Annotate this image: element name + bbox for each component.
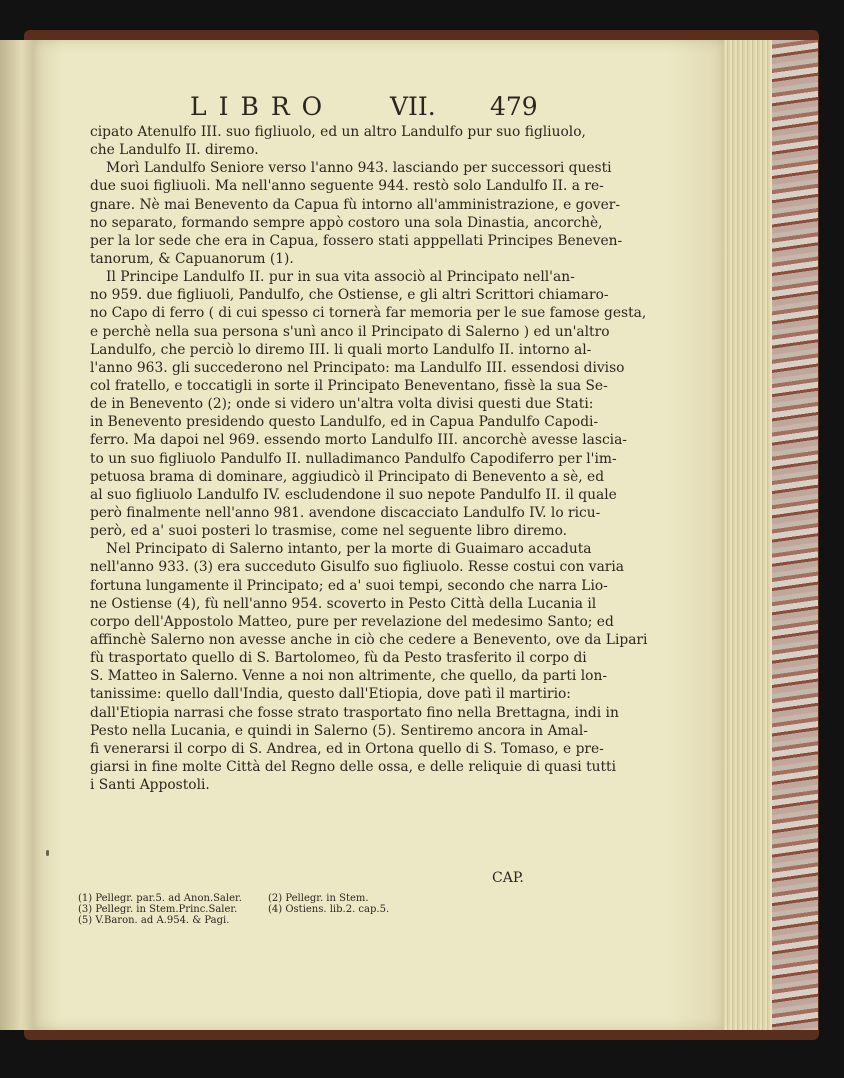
text-line: due suoi figliuoli. Ma nell'anno seguente 944. restò solo Landulfo II. a re-	[90, 178, 604, 195]
ink-mark	[46, 850, 49, 856]
text-line: fi venerarsi il corpo di S. Andrea, ed in Ortona quello di S. Tomaso, e pre-	[90, 740, 604, 757]
text-line: Pesto nella Lucania, e quindi in Salerno (5). Sentiremo ancora in Amal-	[90, 722, 588, 739]
page-number: 479	[490, 92, 538, 121]
text-line: tanorum, & Capuanorum (1).	[90, 250, 294, 267]
footnote: (5) V.Baron. ad A.954. & Pagi.	[78, 915, 230, 926]
text-line: Morì Landulfo Seniore verso l'anno 943. lasciando per successori questi	[106, 160, 612, 177]
text-line: col fratello, e toccatigli in sorte il Principato Beneventano, fissè la sua Se-	[90, 377, 608, 394]
text-line: dall'Etiopia narrasi che fosse strato trasportato fino nella Brettagna, indi in	[90, 704, 619, 721]
text-line: Landulfo, che perciò lo diremo III. li quali morto Landulfo II. intorno al-	[90, 341, 592, 358]
book-number: VII.	[390, 92, 436, 121]
text-line: giarsi in fine molte Città del Regno delle ossa, e delle reliquie di quasi tutti	[90, 758, 616, 775]
text-line: de in Benevento (2); onde si videro un'altra volta divisi questi due Stati:	[90, 396, 594, 413]
text-line: fortuna lungamente il Principato; ed a' suoi tempi, secondo che narra Lio-	[90, 577, 608, 594]
book-title: LIBRO	[190, 92, 335, 121]
text-line: to un suo figliuolo Pandulfo II. nulladimanco Pandulfo Capodiferro per l'im-	[90, 450, 617, 467]
text-line: tanissime: quello dall'India, questo dall'Etiopia, dove patì il martirio:	[90, 686, 571, 703]
previous-page-edge	[0, 40, 36, 1030]
text-line: ferro. Ma dapoi nel 969. essendo morto Landulfo III. ancorchè avesse lascia-	[90, 432, 627, 449]
text-line: gnare. Nè mai Benevento da Capua fù intorno all'amministrazione, e gover-	[90, 196, 621, 213]
footnote: (2) Pellegr. in Stem.	[268, 893, 369, 904]
running-header	[190, 92, 550, 124]
text-line: al suo figliuolo Landulfo IV. escludendone il suo nepote Pandulfo II. il quale	[90, 486, 617, 503]
text-line: affinchè Salerno non avesse anche in ciò che cedere a Benevento, ove da Lipari	[90, 631, 648, 648]
text-line: per la lor sede che era in Capua, fossero stati apppellati Principes Beneven-	[90, 232, 623, 249]
text-line: no 959. due figliuoli, Pandulfo, che Ostiense, e gli altri Scrittori chiamaro-	[90, 287, 609, 304]
text-line: in Benevento presidendo questo Landulfo, ed in Capua Pandulfo Capodi-	[90, 414, 599, 431]
text-line: petuosa brama di dominare, aggiudicò il Principato di Benevento a sè, ed	[90, 468, 605, 485]
text-line: Nel Principato di Salerno intanto, per la morte di Guaimaro accaduta	[106, 541, 592, 558]
footnote: (1) Pellegr. par.5. ad Anon.Saler.	[78, 893, 242, 904]
text-line: no separato, formando sempre appò costoro una sola Dinastia, ancorchè,	[90, 214, 603, 231]
footnotes-right	[268, 893, 389, 915]
body-text	[90, 123, 648, 794]
page-edges	[720, 40, 772, 1030]
text-line: fù trasportato quello di S. Bartolomeo, fù da Pesto trasferito il corpo di	[90, 650, 587, 667]
catchword: CAP.	[492, 870, 524, 886]
footnote: (3) Pellegr. in Stem.Princ.Saler.	[78, 904, 238, 915]
text-line: però, ed a' suoi posteri lo trasmise, come nel seguente libro diremo.	[90, 523, 568, 540]
text-line: no Capo di ferro ( di cui spesso ci tornerà far memoria per le sue famose gesta,	[90, 305, 647, 322]
footnote: (4) Ostiens. lib.2. cap.5.	[268, 904, 390, 915]
text-line: i Santi Appostoli.	[90, 777, 210, 794]
text-line: e perchè nella sua persona s'unì anco il Principato di Salerno ) ed un'altro	[90, 323, 610, 340]
text-line: S. Matteo in Salerno. Venne a noi non altrimente, che quello, da parti lon-	[90, 668, 607, 685]
text-line: cipato Atenulfo III. suo figliuolo, ed un altro Landulfo pur suo figliuolo,	[90, 124, 586, 140]
text-line: che Landulfo II. diremo.	[90, 142, 259, 159]
text-line: corpo dell'Appostolo Matteo, pure per revelazione del medesimo Santo; ed	[90, 613, 614, 630]
text-line: ne Ostiense (4), fù nell'anno 954. scoverto in Pesto Città della Lucania il	[90, 595, 597, 612]
text-line: nell'anno 933. (3) era succeduto Gisulfo suo figliuolo. Resse costui con varia	[90, 559, 625, 576]
text-line: l'anno 963. gli succederono nel Principato: ma Landulfo III. essendosi diviso	[90, 359, 625, 376]
text-line: però finalmente nell'anno 981. avendone discacciato Landulfo IV. lo ricu-	[90, 504, 601, 521]
text-line: Il Principe Landulfo II. pur in sua vita associò al Principato nell'an-	[106, 269, 575, 286]
footnotes-left	[78, 893, 242, 926]
marbled-edge	[770, 40, 818, 1030]
